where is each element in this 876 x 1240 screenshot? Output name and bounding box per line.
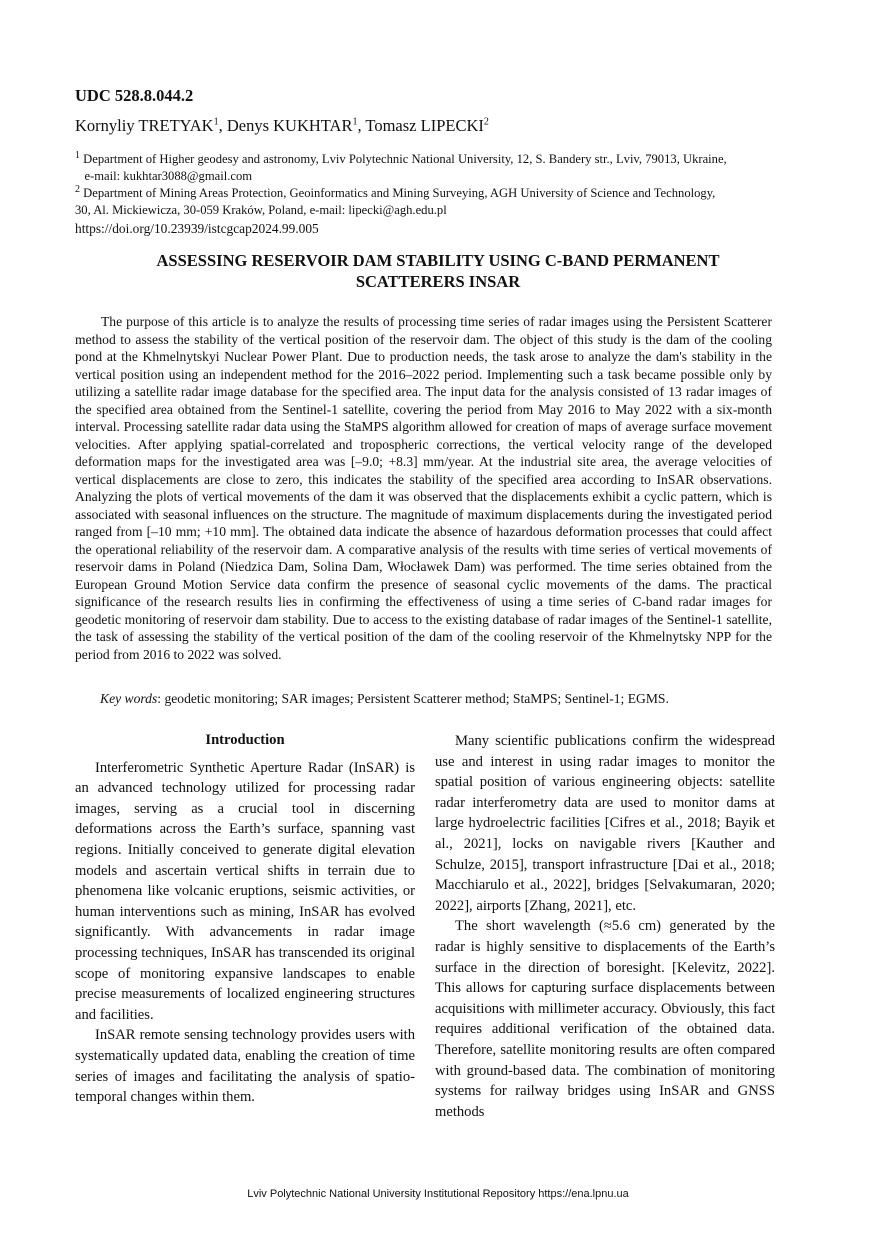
title-line: SCATTERERS INSAR xyxy=(355,272,521,291)
udc-code: UDC 528.8.044.2 xyxy=(75,86,194,105)
affiliation-mark: 2 xyxy=(75,184,80,195)
affiliation-text: Department of Higher geodesy and astronomy, Lviv Polytechnic National University, 12, S. Bandery str., Lviv, 79013, Ukraine, xyxy=(83,152,727,167)
author: Denys KUKHTAR xyxy=(226,116,353,135)
author: Kornyliy TRETYAK xyxy=(75,116,214,135)
paragraph: Many scientific publications confirm the widespread use and interest in using radar images to monitor the spatial position of various engineering objects: satellite radar interferometry data are used to monitor dams at large hydroelectric facilities [Cifres et al., 2018; Bayik et al., 2021], locks on navigable rivers [Kauther and Schulze, 2015], transport infrastructure [Dai et al., 2018; Macchiarulo et al., 2022], bridges [Selvakumaran, 2020; 2022], airports [Zhang, 2021], etc. xyxy=(435,733,775,914)
doi-link[interactable]: https://doi.org/10.23939/istcgcap2024.99.005 xyxy=(75,221,319,236)
separator: , xyxy=(218,116,227,135)
affiliation-email: 30, Al. Mickiewicza, 30-059 Kraków, Poland, e-mail: lipecki@agh.edu.pl xyxy=(75,203,447,218)
author-affiliation-mark: 1 xyxy=(213,116,219,128)
separator: , xyxy=(357,116,366,135)
affiliation-1 xyxy=(75,147,775,185)
paper-title xyxy=(75,250,801,292)
keywords xyxy=(100,691,669,707)
abstract-text: The purpose of this article is to analyze the results of processing time series of radar images using the Persistent Scatterer method to assess the stability of the vertical position of the reservoir dam. The object of this study is the dam of the cooling pond at the Khmelnytskyi Nuclear Power Plant. Due to production needs, the task arose to analyze the dam's stability in the vertical position using an independent method for the 2016–2022 period. Implementing such a task became possible only by utilizing a satellite radar image database for the specified area. The input data for the analysis consisted of 13 radar images of the specified area obtained from the Sentinel-1 satellite, covering the period from May 2016 to May 2022 with a six-month interval. Processing satellite radar data using the StaMPS algorithm allowed for creation of maps of average surface movement velocities. After applying spatial-correlated and tropospheric corrections, the vertical velocity range of the developed deformation maps for the investigated area was [–9.0; +8.3] mm/year. At the industrial site area, the average velocities of vertical displacements are close to zero, this indicates the stability of the specified area according to InSAR observations. Analyzing the plots of vertical movements of the dam it was observed that the displacements exhibit a cyclic pattern, which is associated with seasonal influences on the structure. The magnitude of maximum displacements during the investigated period ranged from [–10 mm; +10 mm]. The obtained data indicate the absence of hazardous deformation processes that could affect the operational reliability of the reservoir dam. A comparative analysis of the results with time series of vertical movements of reservoir dams in Poland (Niedzica Dam, Solina Dam, Włocławek Dam) was performed. The time series obtained from the European Ground Motion Service data confirm the presence of seasonal cyclic movements of the dams. The practical significance of the research results lies in confirming the effectiveness of using a time series of C-band radar images for geodetic monitoring of reservoir dam stability. Due to access to the existing database of radar images of the Sentinel-1 satellite, the task of assessing the stability of the vertical position of the dam of the cooling reservoir of the Khmelnytsky NPP for the period from 2016 to 2022 was solved. xyxy=(75,314,772,662)
abstract xyxy=(75,313,772,663)
section-heading: Introduction xyxy=(205,732,285,748)
repository-footer: Lviv Polytechnic National University Institutional Repository https://ena.lpnu.ua xyxy=(247,1188,629,1200)
affiliation-2 xyxy=(75,181,775,219)
affiliation-text: Department of Mining Areas Protection, Geoinformatics and Mining Surveying, AGH University of Science and Technology, xyxy=(83,186,716,201)
author: Tomasz LIPECKI xyxy=(365,116,484,135)
authors xyxy=(75,116,489,136)
affiliation-mark: 1 xyxy=(75,150,80,161)
paragraph: Interferometric Synthetic Aperture Radar (InSAR) is an advanced technology utilized for processing radar images, serving as a crucial tool in discerning deformations across the Earth’s surface, spanning vast regions. Initially conceived to generate digital elevation models and ascertain vertical shifts in terrain due to phenomena like volcanic eruptions, seismic activities, or human interventions such as mining, InSAR has evolved significantly. With advancements in radar image processing techniques, InSAR has transcended its original scope of monitoring expansive landscapes to enable precise measurements of localized engineering structures and facilities. xyxy=(75,759,415,1023)
keywords-text: : geodetic monitoring; SAR images; Persistent Scatterer method; StaMPS; Sentinel-1; EGMS. xyxy=(157,691,669,706)
paragraph: InSAR remote sensing technology provides users with systematically updated data, enabling the creation of time series of images and facilitating the analysis of spatio-temporal changes within them. xyxy=(75,1027,415,1106)
keywords-label: Key words xyxy=(100,691,158,706)
author-affiliation-mark: 1 xyxy=(352,116,358,128)
affiliation-email: e-mail: kukhtar3088@gmail.com xyxy=(84,169,253,184)
right-column xyxy=(435,731,775,1122)
title-line: ASSESSING RESERVOIR DAM STABILITY USING C-BAND PERMANENT xyxy=(156,251,720,270)
paragraph: The short wavelength (≈5.6 cm) generated by the radar is highly sensitive to displacements of the Earth’s surface in the direction of boresight. [Kelevitz, 2022]. This allows for capturing surface displacements between acquisitions with millimeter accuracy. Obviously, this fact requires additional verification of the obtained data. Therefore, satellite monitoring results are often compared with ground-based data. The combination of monitoring systems for railway bridges using InSAR and GNSS methods xyxy=(435,918,775,1120)
author-affiliation-mark: 2 xyxy=(483,116,489,128)
left-column xyxy=(75,730,415,1108)
